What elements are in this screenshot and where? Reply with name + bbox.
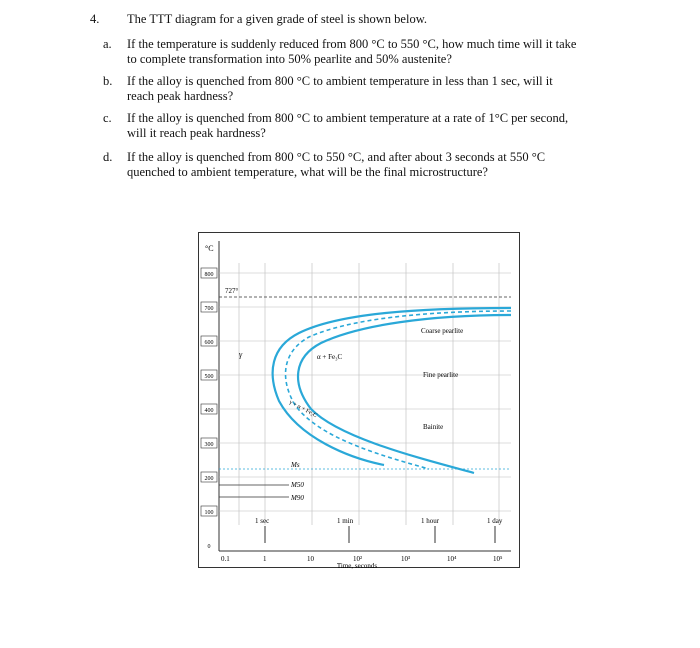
subquestion-line: reach peak hardness? <box>127 89 234 103</box>
x-tick: 10 <box>307 555 314 563</box>
y-tick: 100 <box>204 510 214 516</box>
time-marker: 1 min <box>337 517 354 525</box>
y-tick: 800 <box>204 272 214 278</box>
martensite-label: M90 <box>291 494 304 502</box>
question-number: 4. <box>90 12 100 26</box>
subquestion-letter: a. <box>103 37 112 51</box>
x-axis-label: Time, seconds <box>336 562 378 569</box>
alpha-fe3c-label: α + Fe₃C <box>317 353 343 361</box>
x-tick: 1 <box>263 555 267 563</box>
time-marker-ticks <box>265 526 495 543</box>
fifty-percent-curve <box>286 311 511 469</box>
time-marker: 1 sec <box>255 517 270 525</box>
transformation-start-curve <box>273 308 511 465</box>
y-tick: 200 <box>204 476 214 482</box>
martensite-label: M50 <box>291 481 304 489</box>
subquestion-letter: d. <box>103 150 113 164</box>
region-label: Bainite <box>423 423 444 431</box>
region-label: Coarse pearlite <box>421 327 464 335</box>
y-tick: 0 <box>207 544 211 550</box>
y-tick: 300 <box>204 442 214 448</box>
question-intro: The TTT diagram for a given grade of steel is shown below. <box>127 12 428 26</box>
subquestion-line: If the alloy is quenched from 800 °C to ambient temperature in less than 1 sec, will it <box>127 74 553 88</box>
grid <box>219 263 511 525</box>
subquestion-line: quenched to ambient temperature, what will be the final microstructure? <box>127 165 488 179</box>
subquestion-letter: b. <box>103 74 113 88</box>
gamma-alpha-fe3c-label: γ + α + Fe₃C <box>288 399 318 420</box>
time-marker: 1 day <box>487 517 503 525</box>
x-tick: 0.1 <box>221 555 230 563</box>
time-marker: 1 hour <box>421 517 440 525</box>
region-label: Fine pearlite <box>423 371 459 379</box>
y-unit-label: °C <box>205 244 214 253</box>
transformation-finish-curve <box>298 315 511 473</box>
y-tick: 400 <box>204 408 214 414</box>
ttt-diagram-svg <box>199 233 521 569</box>
eutectoid-label: 727° <box>225 287 239 295</box>
subquestion-letter: c. <box>103 111 112 125</box>
x-tick: 10³ <box>401 555 411 563</box>
y-tick: 700 <box>204 306 214 312</box>
x-tick: 10⁴ <box>447 555 457 563</box>
ttt-diagram <box>198 232 520 568</box>
subquestion-line: If the alloy is quenched from 800 °C to 550 °C, and after about 3 seconds at 550 °C <box>127 150 546 164</box>
subquestion-line: will it reach peak hardness? <box>127 126 266 140</box>
martensite-label: Ms <box>291 461 300 469</box>
subquestion-line: If the temperature is suddenly reduced from 800 °C to 550 °C, how much time will it take <box>127 37 577 51</box>
x-tick: 10⁵ <box>493 555 503 563</box>
y-tick: 500 <box>204 374 214 380</box>
y-tick: 600 <box>204 340 214 346</box>
x-tick: 10² <box>353 555 363 563</box>
subquestion-line: to complete transformation into 50% pearlite and 50% austenite? <box>127 52 452 66</box>
subquestion-line: If the alloy is quenched from 800 °C to ambient temperature at a rate of 1°C per second, <box>127 111 569 125</box>
gamma-label: γ <box>239 350 243 359</box>
